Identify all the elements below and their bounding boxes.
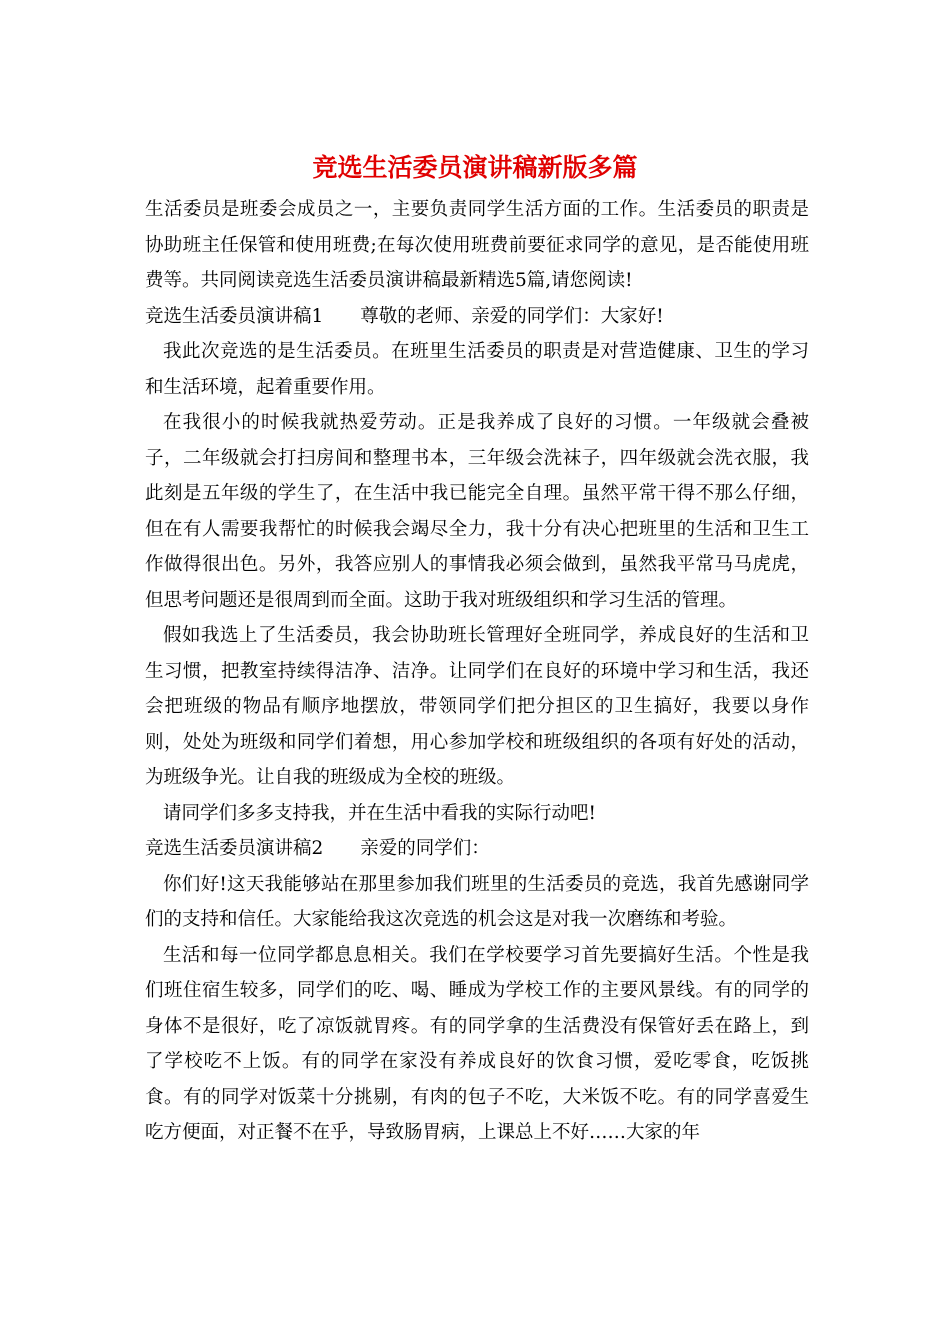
paragraph: 假如我选上了生活委员，我会协助班长管理好全班同学，养成良好的生活和卫生习惯，把教室持续得洁净、洁净。让同学们在良好的环境中学习和生活，我还会把班级的物品有顺序地摆放，带领同学们把分担区的卫生搞好，我要以身作则，处处为班级和同学们着想，用心参加学校和班级组织的各项有好处的活动，为班级争光。让自我的班级成为全校的班级。 [145,625,809,788]
document-title: 竞选生活委员演讲稿新版多篇 [312,153,638,182]
paragraph: 你们好!这天我能够站在那里参加我们班里的生活委员的竞选，我首先感谢同学们的支持和信任。大家能给我这次竞选的机会这是对我一次磨练和考验。 [145,873,809,930]
paragraph: 在我很小的时候我就热爱劳动。正是我养成了良好的习惯。一年级就会叠被子，二年级就会打扫房间和整理书本，三年级会洗袜子，四年级就会洗衣服，我此刻是五年级的学生了，在生活中我已能完全自理。虽然平常干得不那么仔细，但在有人需要我帮忙的时候我会竭尽全力，我十分有决心把班里的生活和卫生工作做得很出色。另外，我答应别人的事情我必须会做到，虽然我平常马马虎虎，但思考问题还是很周到而全面。这助于我对班级组织和学习生活的管理。 [145,412,809,611]
paragraph: 生活和每一位同学都息息相关。我们在学校要学习首先要搞好生活。个性是我们班住宿生较多，同学们的吃、喝、睡成为学校工作的主要风景线。有的同学的身体不是很好，吃了凉饭就胃疼。有的同学拿的生活费没有保管好丢在路上，到了学校吃不上饭。有的同学在家没有养成良好的饮食习惯，爱吃零食，吃饭挑食。有的同学对饭菜十分挑剔，有肉的包子不吃，大米饭不吃。有的同学喜爱生吃方便面，对正餐不在乎，导致肠胃病，上课总上不好……大家的年 [145,944,809,1143]
document-body [145,192,809,1151]
paragraph: 我此次竞选的是生活委员。在班里生活委员的职责是对营造健康、卫生的学习和生活环境，起着重要作用。 [145,341,809,398]
intro-paragraph: 生活委员是班委会成员之一，主要负责同学生活方面的工作。生活委员的职责是协助班主任保管和使用班费;在每次使用班费前要征求同学的意见，是否能使用班费等。共同阅读竞选生活委员演讲稿最新精选5篇,请您阅读! [145,199,809,291]
speech-1-heading: 竞选生活委员演讲稿1 尊敬的老师、亲爱的同学们：大家好! [145,305,664,327]
speech-2-heading: 竞选生活委员演讲稿2 亲爱的同学们： [145,838,490,859]
paragraph: 请同学们多多支持我，并在生活中看我的实际行动吧! [163,802,596,824]
